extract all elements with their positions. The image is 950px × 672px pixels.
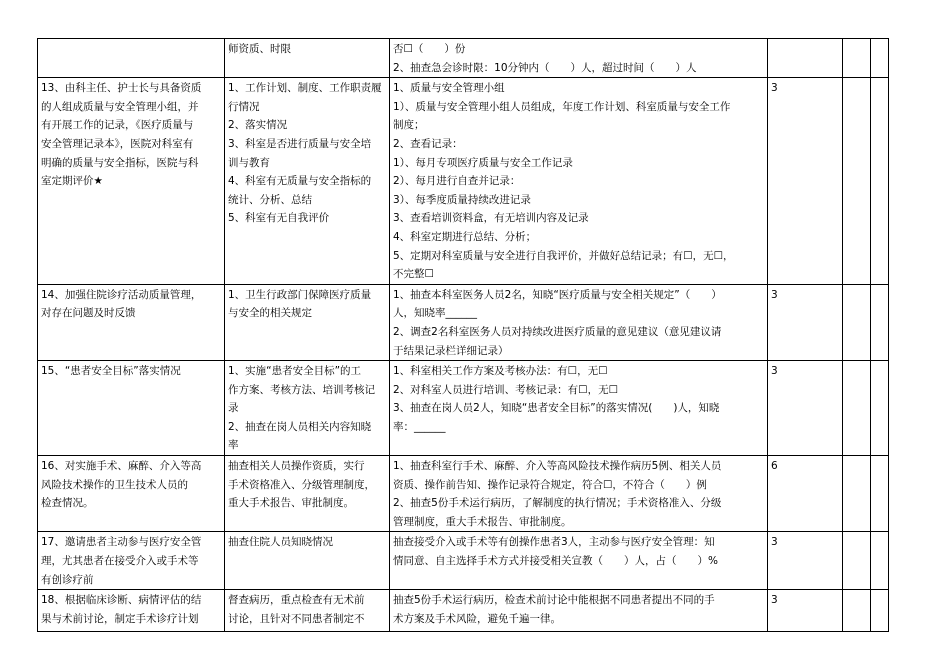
item-cell <box>38 78 225 285</box>
detail-cell-line: 2、抽查急会诊时限：10分钟内（ ）人，超过时间（ ）人 <box>393 61 697 74</box>
method-cell-line: 2、抽查在岗人员相关内容知晓 <box>228 420 372 433</box>
detail-cell-line: 术方案及手术风险，避免千遍一律。 <box>393 612 561 625</box>
item-cell <box>38 39 225 78</box>
method-cell <box>225 456 390 532</box>
detail-cell-line: 抽查5份手术运行病历，检查术前讨论中能根据不同患者提出不同的手 <box>393 594 715 607</box>
result-cell <box>843 39 871 78</box>
item-cell-line: 检查情况。 <box>41 497 94 510</box>
method-cell-line: 1、实施“患者安全目标”的工 <box>228 365 362 378</box>
method-cell <box>225 361 390 456</box>
result-cell <box>843 456 871 532</box>
method-cell-line: 训与教育 <box>228 156 270 169</box>
score-cell: 3 <box>768 590 843 632</box>
detail-cell-line: 5、定期对科室质量与安全进行自我评价，并做好总结记录；有☐，无☐， <box>393 249 734 262</box>
detail-cell <box>390 590 768 632</box>
table-row <box>38 284 889 360</box>
result-cell <box>843 361 871 456</box>
table-row <box>38 39 889 78</box>
method-cell <box>225 39 390 78</box>
method-cell-line: 作方案、考核方法、培训考核记 <box>228 383 375 396</box>
item-cell-line: 18、根据临床诊断、病情评估的结 <box>41 594 202 607</box>
note-cell <box>871 361 889 456</box>
table-row <box>38 590 889 632</box>
detail-cell-line: 2、对科室人员进行培训、考核记录：有☐，无☐ <box>393 383 619 396</box>
method-cell-line: 抽查住院人员知晓情况 <box>228 536 333 549</box>
note-cell <box>871 532 889 590</box>
item-cell-line: 果与术前讨论，制定手术诊疗计划 <box>41 612 199 625</box>
method-cell <box>225 590 390 632</box>
method-cell-line: 师资质、时限 <box>228 43 291 55</box>
method-cell <box>225 78 390 285</box>
detail-cell-line: 制度； <box>393 119 425 132</box>
method-cell-line: 督查病历，重点检查有无术前 <box>228 594 365 607</box>
score-cell: 3 <box>768 532 843 590</box>
detail-cell-line: 2、调查2名科室医务人员对持续改进医疗质量的意见建议（意见建议请 <box>393 325 722 338</box>
detail-cell-line: 否☐（ ）份 <box>393 43 466 55</box>
detail-cell <box>390 532 768 590</box>
method-cell <box>225 532 390 590</box>
item-cell <box>38 284 225 360</box>
table-row <box>38 361 889 456</box>
method-cell-line: 2、落实情况 <box>228 119 288 132</box>
detail-cell-line: 1、科室相关工作方案及考核办法：有☐，无☐ <box>393 365 608 378</box>
detail-cell-line: 3、查看培训资料盒，有无培训内容及记录 <box>393 212 589 225</box>
item-cell-line: 13、由科主任、护士长与具备资质 <box>41 82 202 95</box>
detail-cell <box>390 456 768 532</box>
detail-cell-line: 抽查接受介入或手术等有创操作患者3人，主动参与医疗安全管理：知 <box>393 536 715 549</box>
method-cell-line: 1、工作计划、制度、工作职责履 <box>228 82 382 95</box>
detail-cell-line: 1、抽查科室行手术、麻醉、介入等高风险技术操作病历5例、相关人员 <box>393 460 722 473</box>
item-cell-line: 有创诊疗前 <box>41 573 94 586</box>
method-cell-line: 录 <box>228 402 239 415</box>
method-cell-line: 4、科室有无质量与安全指标的 <box>228 175 372 188</box>
method-cell-line: 1、卫生行政部门保障医疗质量 <box>228 288 372 301</box>
item-cell-line: 有开展工作的记录，《医疗质量与 <box>41 119 194 132</box>
detail-cell-line: 2）、每月进行自查并记录： <box>393 175 521 188</box>
table-row <box>38 78 889 285</box>
detail-cell <box>390 361 768 456</box>
method-cell-line: 3、科室是否进行质量与安全培 <box>228 137 372 150</box>
item-cell <box>38 361 225 456</box>
detail-cell-line: 2、抽查5份手术运行病历，了解制度的执行情况；手术资格准入、分级 <box>393 497 722 510</box>
item-cell-line: 安全管理记录本》，医院对科室有 <box>41 137 194 150</box>
detail-cell <box>390 39 768 78</box>
method-cell-line: 行情况 <box>228 100 260 113</box>
result-cell <box>843 284 871 360</box>
method-cell-line: 统计、分析、总结 <box>228 193 312 206</box>
item-cell-line: 对存在问题及时反馈 <box>41 307 136 320</box>
item-cell <box>38 456 225 532</box>
detail-cell-line: 3、抽查在岗人员2人，知晓“患者安全目标”的落实情况( )人，知晓 <box>393 402 720 415</box>
table-body <box>38 39 889 632</box>
method-cell-line: 5、科室有无自我评价 <box>228 212 330 225</box>
table-row <box>38 532 889 590</box>
item-cell-line: 理，尤其患者在接受介入或手术等 <box>41 555 199 568</box>
item-cell-line: 风险技术操作的卫生技术人员的 <box>41 478 188 491</box>
detail-cell-line: 1、质量与安全管理小组 <box>393 82 505 95</box>
note-cell <box>871 39 889 78</box>
result-cell <box>843 532 871 590</box>
detail-cell-line: 人，知晓率______ <box>393 307 477 320</box>
result-cell <box>843 78 871 285</box>
item-cell <box>38 590 225 632</box>
detail-cell-line: 情同意、自主选择手术方式并接受相关宣教（ ）人，占（ ）% <box>393 555 718 568</box>
method-cell-line: 抽查相关人员操作资质，实行 <box>228 460 365 473</box>
method-cell-line: 重大手术报告、审批制度。 <box>228 497 354 510</box>
item-cell-line: 的人组成质量与安全管理小组，并 <box>41 100 199 113</box>
result-cell <box>843 590 871 632</box>
method-cell <box>225 284 390 360</box>
detail-cell-line: 1、抽查本科室医务人员2名，知晓“医疗质量与安全相关规定”（ ） <box>393 288 722 301</box>
score-cell <box>768 39 843 78</box>
detail-cell <box>390 284 768 360</box>
item-cell-line: 明确的质量与安全指标，医院与科 <box>41 156 199 169</box>
method-cell-line: 率 <box>228 439 239 452</box>
detail-cell-line: 于结果记录栏详细记录） <box>393 344 509 357</box>
detail-cell-line: 管理制度，重大手术报告、审批制度。 <box>393 515 572 528</box>
item-cell-line: 室定期评价★ <box>41 175 103 188</box>
evaluation-table <box>37 38 889 632</box>
note-cell <box>871 78 889 285</box>
item-cell-line: 17、邀请患者主动参与医疗安全管 <box>41 536 202 549</box>
item-cell-line: 14、加强住院诊疗活动质量管理， <box>41 288 202 301</box>
item-cell-line: 15、“患者安全目标”落实情况 <box>41 365 181 378</box>
score-cell: 6 <box>768 456 843 532</box>
detail-cell-line: 2、查看记录： <box>393 137 463 150</box>
note-cell <box>871 456 889 532</box>
item-cell-line: 16、对实施手术、麻醉、介入等高 <box>41 460 202 473</box>
note-cell <box>871 284 889 360</box>
item-cell <box>38 532 225 590</box>
note-cell <box>871 590 889 632</box>
detail-cell-line: 不完整☐ <box>393 268 434 281</box>
method-cell-line: 讨论，且针对不同患者制定不 <box>228 612 365 625</box>
detail-cell-line: 1）、质量与安全管理小组人员组成，年度工作计划、科室质量与安全工作 <box>393 100 731 113</box>
detail-cell-line: 3）、每季度质量持续改进记录 <box>393 193 531 206</box>
detail-cell <box>390 78 768 285</box>
table-row <box>38 456 889 532</box>
detail-cell-line: 率：______ <box>393 420 446 433</box>
detail-cell-line: 资质、操作前告知、操作记录符合规定，符合☐，不符合（ ）例 <box>393 478 707 491</box>
method-cell-line: 手术资格准入、分级管理制度， <box>228 478 375 491</box>
detail-cell-line: 1）、每月专项医疗质量与安全工作记录 <box>393 156 573 169</box>
score-cell: 3 <box>768 78 843 285</box>
score-cell: 3 <box>768 284 843 360</box>
method-cell-line: 与安全的相关规定 <box>228 307 312 320</box>
detail-cell-line: 4、科室定期进行总结、分析； <box>393 230 537 243</box>
score-cell: 3 <box>768 361 843 456</box>
